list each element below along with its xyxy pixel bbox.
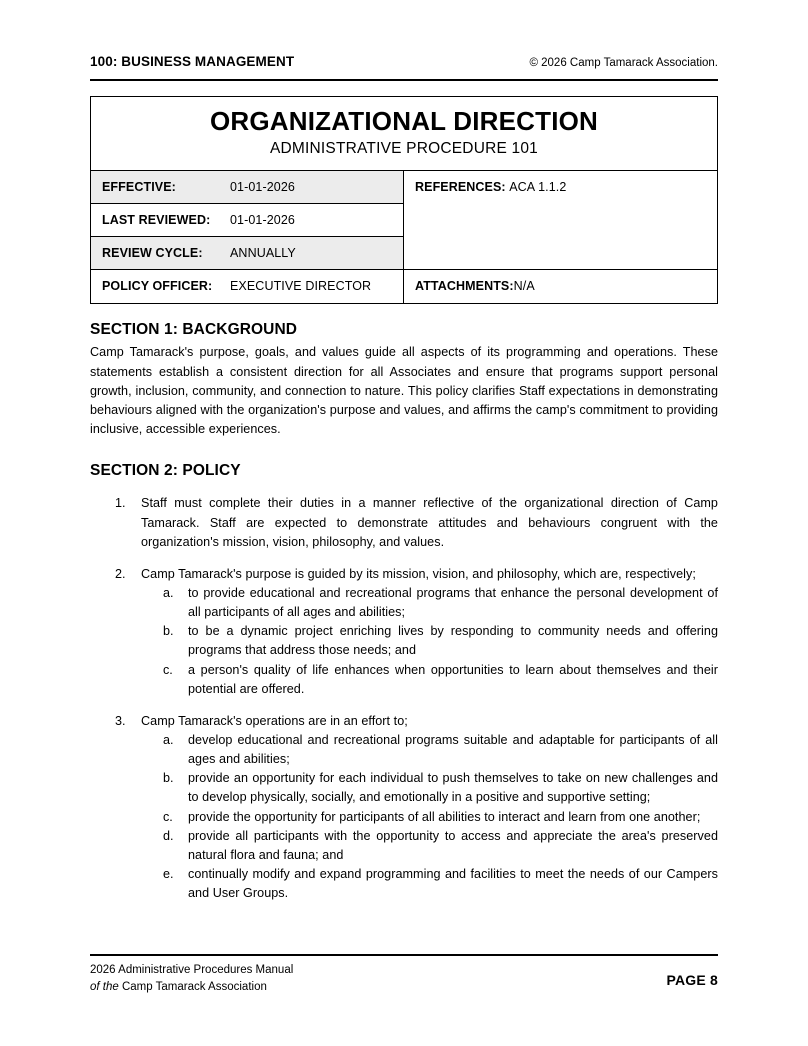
table-row [91, 270, 403, 303]
document-title: ORGANIZATIONAL DIRECTION [209, 106, 599, 136]
document-info-table [90, 96, 718, 304]
effective-label: EFFECTIVE: [102, 179, 176, 194]
review-cycle-value: ANNUALLY [230, 245, 296, 260]
sub-list-item-text: provide an opportunity for each individual to push themselves to take on new challenges and to develop physically, socially, and emotionally in a positive and supportive setting; [188, 771, 718, 805]
list-item-body [141, 565, 718, 699]
page-footer [90, 962, 718, 995]
list-item-body [141, 712, 718, 903]
page-header [90, 55, 718, 70]
list-item-text: Staff must complete their duties in a manner reflective of the organizational direction of Camp Tamarack. Staff are expected to demonstrate attitudes and behaviours congruent with the organization's mission, vision, philosophy, and values. [141, 496, 718, 549]
policy-officer-label: POLICY OFFICER: [102, 279, 213, 294]
sub-list-item [141, 584, 718, 622]
policy-list [90, 494, 718, 903]
last-reviewed-value: 01-01-2026 [230, 212, 295, 227]
footer-line-2-italic: of the [90, 980, 119, 993]
sub-list-marker: b. [163, 771, 174, 786]
references-cell [404, 171, 717, 270]
list-item [90, 494, 718, 551]
sub-list-marker: b. [163, 624, 174, 639]
footer-line-2 [90, 979, 293, 996]
footer-line-1: 2026 Administrative Procedures Manual [90, 964, 294, 976]
sub-list-item-text: continually modify and expand programming and facilities to meet the needs of our Campers and User Groups. [188, 866, 718, 901]
metadata-grid [91, 171, 717, 303]
sub-list [141, 584, 718, 699]
attachments-label: ATTACHMENTS: [415, 279, 514, 294]
section-2-heading: SECTION 2: POLICY [90, 462, 241, 480]
list-item [90, 565, 718, 699]
attachments-cell [404, 270, 717, 303]
sub-list-item-text: develop educational and recreational programs suitable and adaptable for participants of all ages and abilities; [188, 733, 718, 767]
document-body [90, 320, 718, 903]
table-row [91, 237, 403, 270]
section-1-heading: SECTION 1: BACKGROUND [90, 321, 298, 338]
sub-list-item [141, 731, 718, 769]
attachments-value: N/A [513, 279, 535, 294]
metadata-left-column [91, 171, 404, 303]
sub-list-marker: a. [163, 733, 174, 747]
sub-list-item-text: provide all participants with the opportunity to access and appreciate the area's preserved natural flora and fauna; and [188, 828, 718, 862]
sub-list-item [141, 769, 718, 807]
sub-list-marker: d. [163, 828, 174, 843]
list-marker: 3. [115, 713, 126, 728]
header-section-title: 100: BUSINESS MANAGEMENT [90, 54, 295, 69]
page-number: PAGE 8 [666, 972, 718, 988]
sub-list [141, 731, 718, 903]
references-value: ACA 1.1.2 [509, 179, 567, 194]
header-copyright: © 2026 Camp Tamarack Association. [529, 57, 718, 69]
list-marker: 2. [115, 566, 126, 581]
sub-list-marker: c. [163, 809, 173, 824]
last-reviewed-label: LAST REVIEWED: [102, 212, 211, 227]
sub-list-marker: e. [163, 866, 174, 881]
effective-value: 01-01-2026 [230, 179, 295, 194]
sub-list-item [141, 827, 718, 865]
sub-list-item-text: to provide educational and recreational programs that enhance the personal development of all participants of all ages and abilities; [188, 586, 718, 620]
sub-list-marker: c. [163, 662, 173, 677]
review-cycle-label: REVIEW CYCLE: [102, 245, 203, 260]
metadata-right-column [404, 171, 717, 303]
sub-list-item-text: provide the opportunity for participants of all abilities to interact and learn from one another; [188, 809, 701, 824]
sub-list-item [141, 661, 718, 699]
list-marker: 1. [115, 496, 126, 511]
header-divider-rule [90, 79, 718, 81]
sub-list-marker: a. [163, 586, 174, 601]
list-item-body [141, 494, 718, 551]
sub-list-item-text: to be a dynamic project enriching lives by responding to community needs and offering programs that address those needs; and [188, 624, 718, 658]
sub-list-item [141, 808, 718, 827]
section-1-paragraph: Camp Tamarack's purpose, goals, and values guide all aspects of its programming and operations. These statements establish a consistent direction for all Associates and ensure that programs support personal growth, inclusion, community, and connection to nature. This policy clarifies Staff expectations in demonstrating behaviours aligned with the organization's purpose and values, and affirms the camp's commitment to providing inclusive, accessible experiences. [90, 345, 718, 436]
list-item-text: Camp Tamarack's purpose is guided by its mission, vision, and philosophy, which are, respectively; [141, 566, 696, 581]
table-row [91, 171, 403, 204]
sub-list-item [141, 865, 718, 903]
footer-divider-rule [90, 954, 718, 956]
list-item-text: Camp Tamarack's operations are in an effort to; [141, 713, 408, 728]
document-subtitle: ADMINISTRATIVE PROCEDURE 101 [269, 140, 538, 158]
footer-line-2-rest: Camp Tamarack Association [118, 980, 267, 993]
sub-list-item [141, 622, 718, 660]
policy-officer-value: EXECUTIVE DIRECTOR [230, 279, 372, 294]
document-title-block [91, 97, 717, 171]
list-item [90, 712, 718, 903]
references-label: REFERENCES: [415, 179, 506, 194]
footer-manual-name [90, 962, 293, 995]
sub-list-item-text: a person's quality of life enhances when opportunities to learn about themselves and their potential are offered. [188, 662, 718, 696]
table-row [91, 204, 403, 237]
